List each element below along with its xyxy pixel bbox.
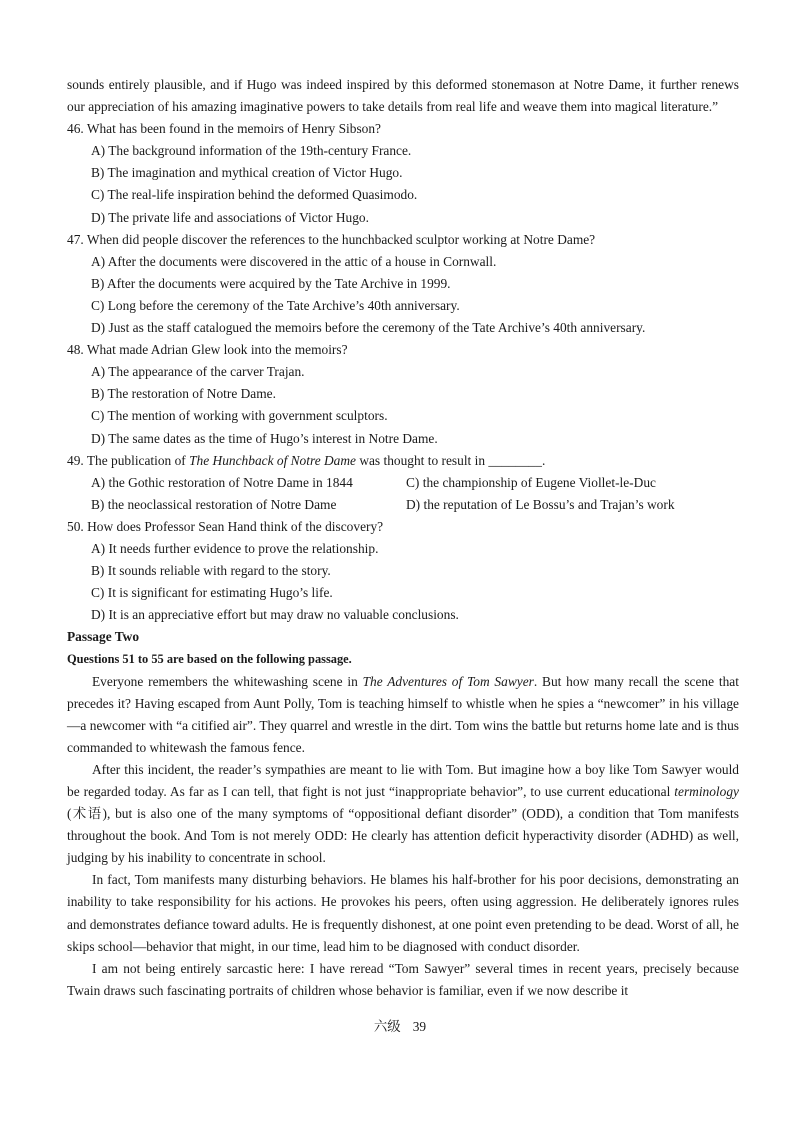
page-number: 39 <box>412 1019 427 1034</box>
option-row <box>67 472 739 494</box>
question-stem: 47. When did people discover the references to the hunchbacked sculptor working at Notre Dame? <box>67 231 596 247</box>
paragraph-text: After this incident, the reader’s sympathies are meant to lie with Tom. But imagine how a boy like Tom Sawyer would be regarded today. As far as I can tell, that fight is not just “inappropriate behavior”, to use current educational <box>67 761 739 799</box>
option-b: B) It sounds reliable with regard to the story. <box>91 563 331 579</box>
option-d: D) the reputation of Le Bossu’s and Trajan’s work <box>406 496 675 512</box>
passage-paragraph-2 <box>67 759 739 869</box>
option-c: C) The real-life inspiration behind the deformed Quasimodo. <box>91 187 418 203</box>
question-47 <box>67 229 739 339</box>
option-c: C) Long before the ceremony of the Tate Archive’s 40th anniversary. <box>91 297 460 313</box>
book-title: The Hunchback of Notre Dame <box>189 452 356 468</box>
exam-level: 六级 <box>373 1019 401 1034</box>
intro-paragraph: sounds entirely plausible, and if Hugo was indeed inspired by this deformed stonemason at Notre Dame, it further renews our appreciation of his amazing imaginative powers to take details from real life and weave them into magical literature.” <box>67 77 739 115</box>
question-stem <box>67 450 739 472</box>
option-a: A) The appearance of the carver Trajan. <box>91 364 305 380</box>
passage-two-title: Passage Two <box>67 629 140 645</box>
question-50 <box>67 516 739 626</box>
option-b: B) After the documents were acquired by the Tate Archive in 1999. <box>91 275 451 291</box>
option-b: B) The restoration of Notre Dame. <box>91 386 276 402</box>
option-b: B) the neoclassical restoration of Notre Dame <box>91 496 337 512</box>
glossed-term: terminology <box>674 784 739 799</box>
option-a: A) the Gothic restoration of Notre Dame in 1844 <box>91 474 353 490</box>
passage-paragraph-4: I am not being entirely sarcastic here: I have reread “Tom Sawyer” several times in recent years, precisely because Twain draws such fascinating portraits of children whose behavior is familiar, even if we now describe it <box>67 960 739 998</box>
paragraph-text: (术语), but is also one of the many symptoms of “oppositional defiant disorder” (ODD), a condition that Tom manifests throughout the book. And Tom is not merely ODD: He clearly has attention deficit hyperactivity disorder (ADHD) as well, judging by his inability to concentrate in school. <box>67 806 739 866</box>
passage-paragraph-1 <box>67 671 739 759</box>
question-stem: 50. How does Professor Sean Hand think of the discovery? <box>67 518 384 534</box>
option-a: A) After the documents were discovered in the attic of a house in Cornwall. <box>91 253 497 269</box>
question-stem: 46. What has been found in the memoirs of Henry Sibson? <box>67 121 381 137</box>
paragraph-text: . But how many recall the scene that precedes it? Having escaped from Aunt Polly, Tom is teaching himself to whistle when he spies a “newcomer” in his village—a newcomer with “a citified air”. They quarrel and wrestle in the dirt. Tom wins the battle but returns home late and is thus commanded to whitewash the famous fence. <box>67 673 739 755</box>
option-c: C) It is significant for estimating Hugo’s life. <box>91 585 333 601</box>
exam-page <box>67 74 739 1002</box>
option-d: D) The private life and associations of Victor Hugo. <box>91 209 369 225</box>
passage-paragraph-3: In fact, Tom manifests many disturbing behaviors. He blames his half-brother for his poor decisions, demonstrating an inability to take responsibility for his actions. He provokes his peers, often using aggression. He deliberately ignores rules and demonstrates defiance toward adults. He is frequently dishonest, at one point even pretending to be dead. Worst of all, he skips school—behavior that might, in our time, lead him to be diagnosed with conduct disorder. <box>67 872 739 954</box>
stem-text: 49. The publication of <box>67 452 190 468</box>
option-d: D) It is an appreciative effort but may draw no valuable conclusions. <box>91 607 459 623</box>
question-46 <box>67 118 739 228</box>
option-a: A) The background information of the 19th-century France. <box>91 143 412 159</box>
paragraph-text: Everyone remembers the whitewashing scene in <box>92 673 363 689</box>
option-c: C) The mention of working with government sculptors. <box>91 408 388 424</box>
option-a: A) It needs further evidence to prove the relationship. <box>91 540 379 556</box>
page-footer <box>0 1016 800 1035</box>
option-b: B) The imagination and mythical creation of Victor Hugo. <box>91 165 403 181</box>
option-c: C) the championship of Eugene Viollet-le-Duc <box>406 474 656 490</box>
question-48 <box>67 339 739 449</box>
option-d: D) Just as the staff catalogued the memoirs before the ceremony of the Tate Archive’s 40th anniversary. <box>91 320 646 336</box>
passage-instruction: Questions 51 to 55 are based on the following passage. <box>67 652 352 667</box>
option-d: D) The same dates as the time of Hugo’s interest in Notre Dame. <box>91 430 438 446</box>
option-row <box>67 494 739 516</box>
question-49 <box>67 450 739 516</box>
question-stem: 48. What made Adrian Glew look into the memoirs? <box>67 342 348 358</box>
book-title: The Adventures of Tom Sawyer <box>362 673 534 689</box>
stem-text: was thought to result in ________. <box>355 452 546 468</box>
